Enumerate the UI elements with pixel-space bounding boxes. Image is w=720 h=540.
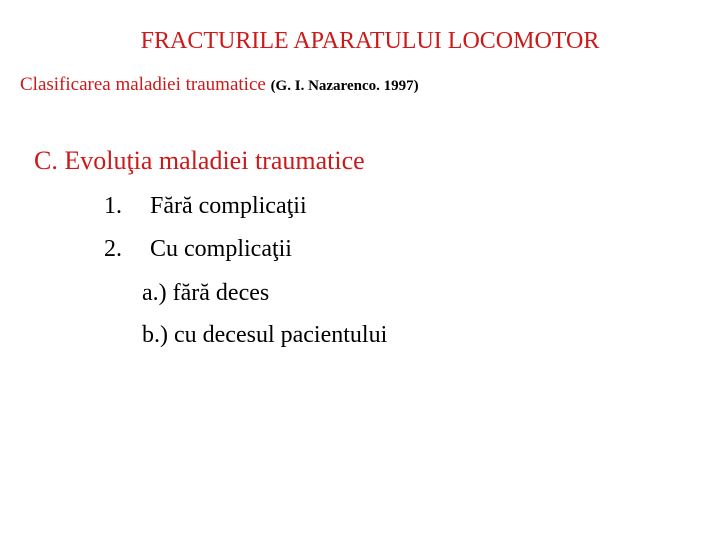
- subtitle-main: Clasificarea maladiei traumatice: [20, 74, 271, 95]
- sub-list-item: b.) cu decesul pacientului: [142, 322, 388, 348]
- list-item-text: Cu complicaţii: [150, 236, 292, 262]
- slide-title: FRACTURILE APARATULUI LOCOMOTOR: [140, 28, 600, 54]
- slide-subtitle: [20, 74, 419, 96]
- list-item: [104, 193, 307, 220]
- sub-list-item: a.) fără deces: [142, 280, 270, 306]
- subtitle-reference: (G. I. Nazarenco. 1997): [270, 78, 419, 94]
- list-item: [104, 236, 292, 263]
- list-item-number: 1.: [104, 193, 122, 219]
- list-item-text: Fără complicaţii: [150, 193, 307, 219]
- section-heading: C. Evoluţia maladiei traumatice: [34, 146, 365, 175]
- list-item-number: 2.: [104, 236, 122, 262]
